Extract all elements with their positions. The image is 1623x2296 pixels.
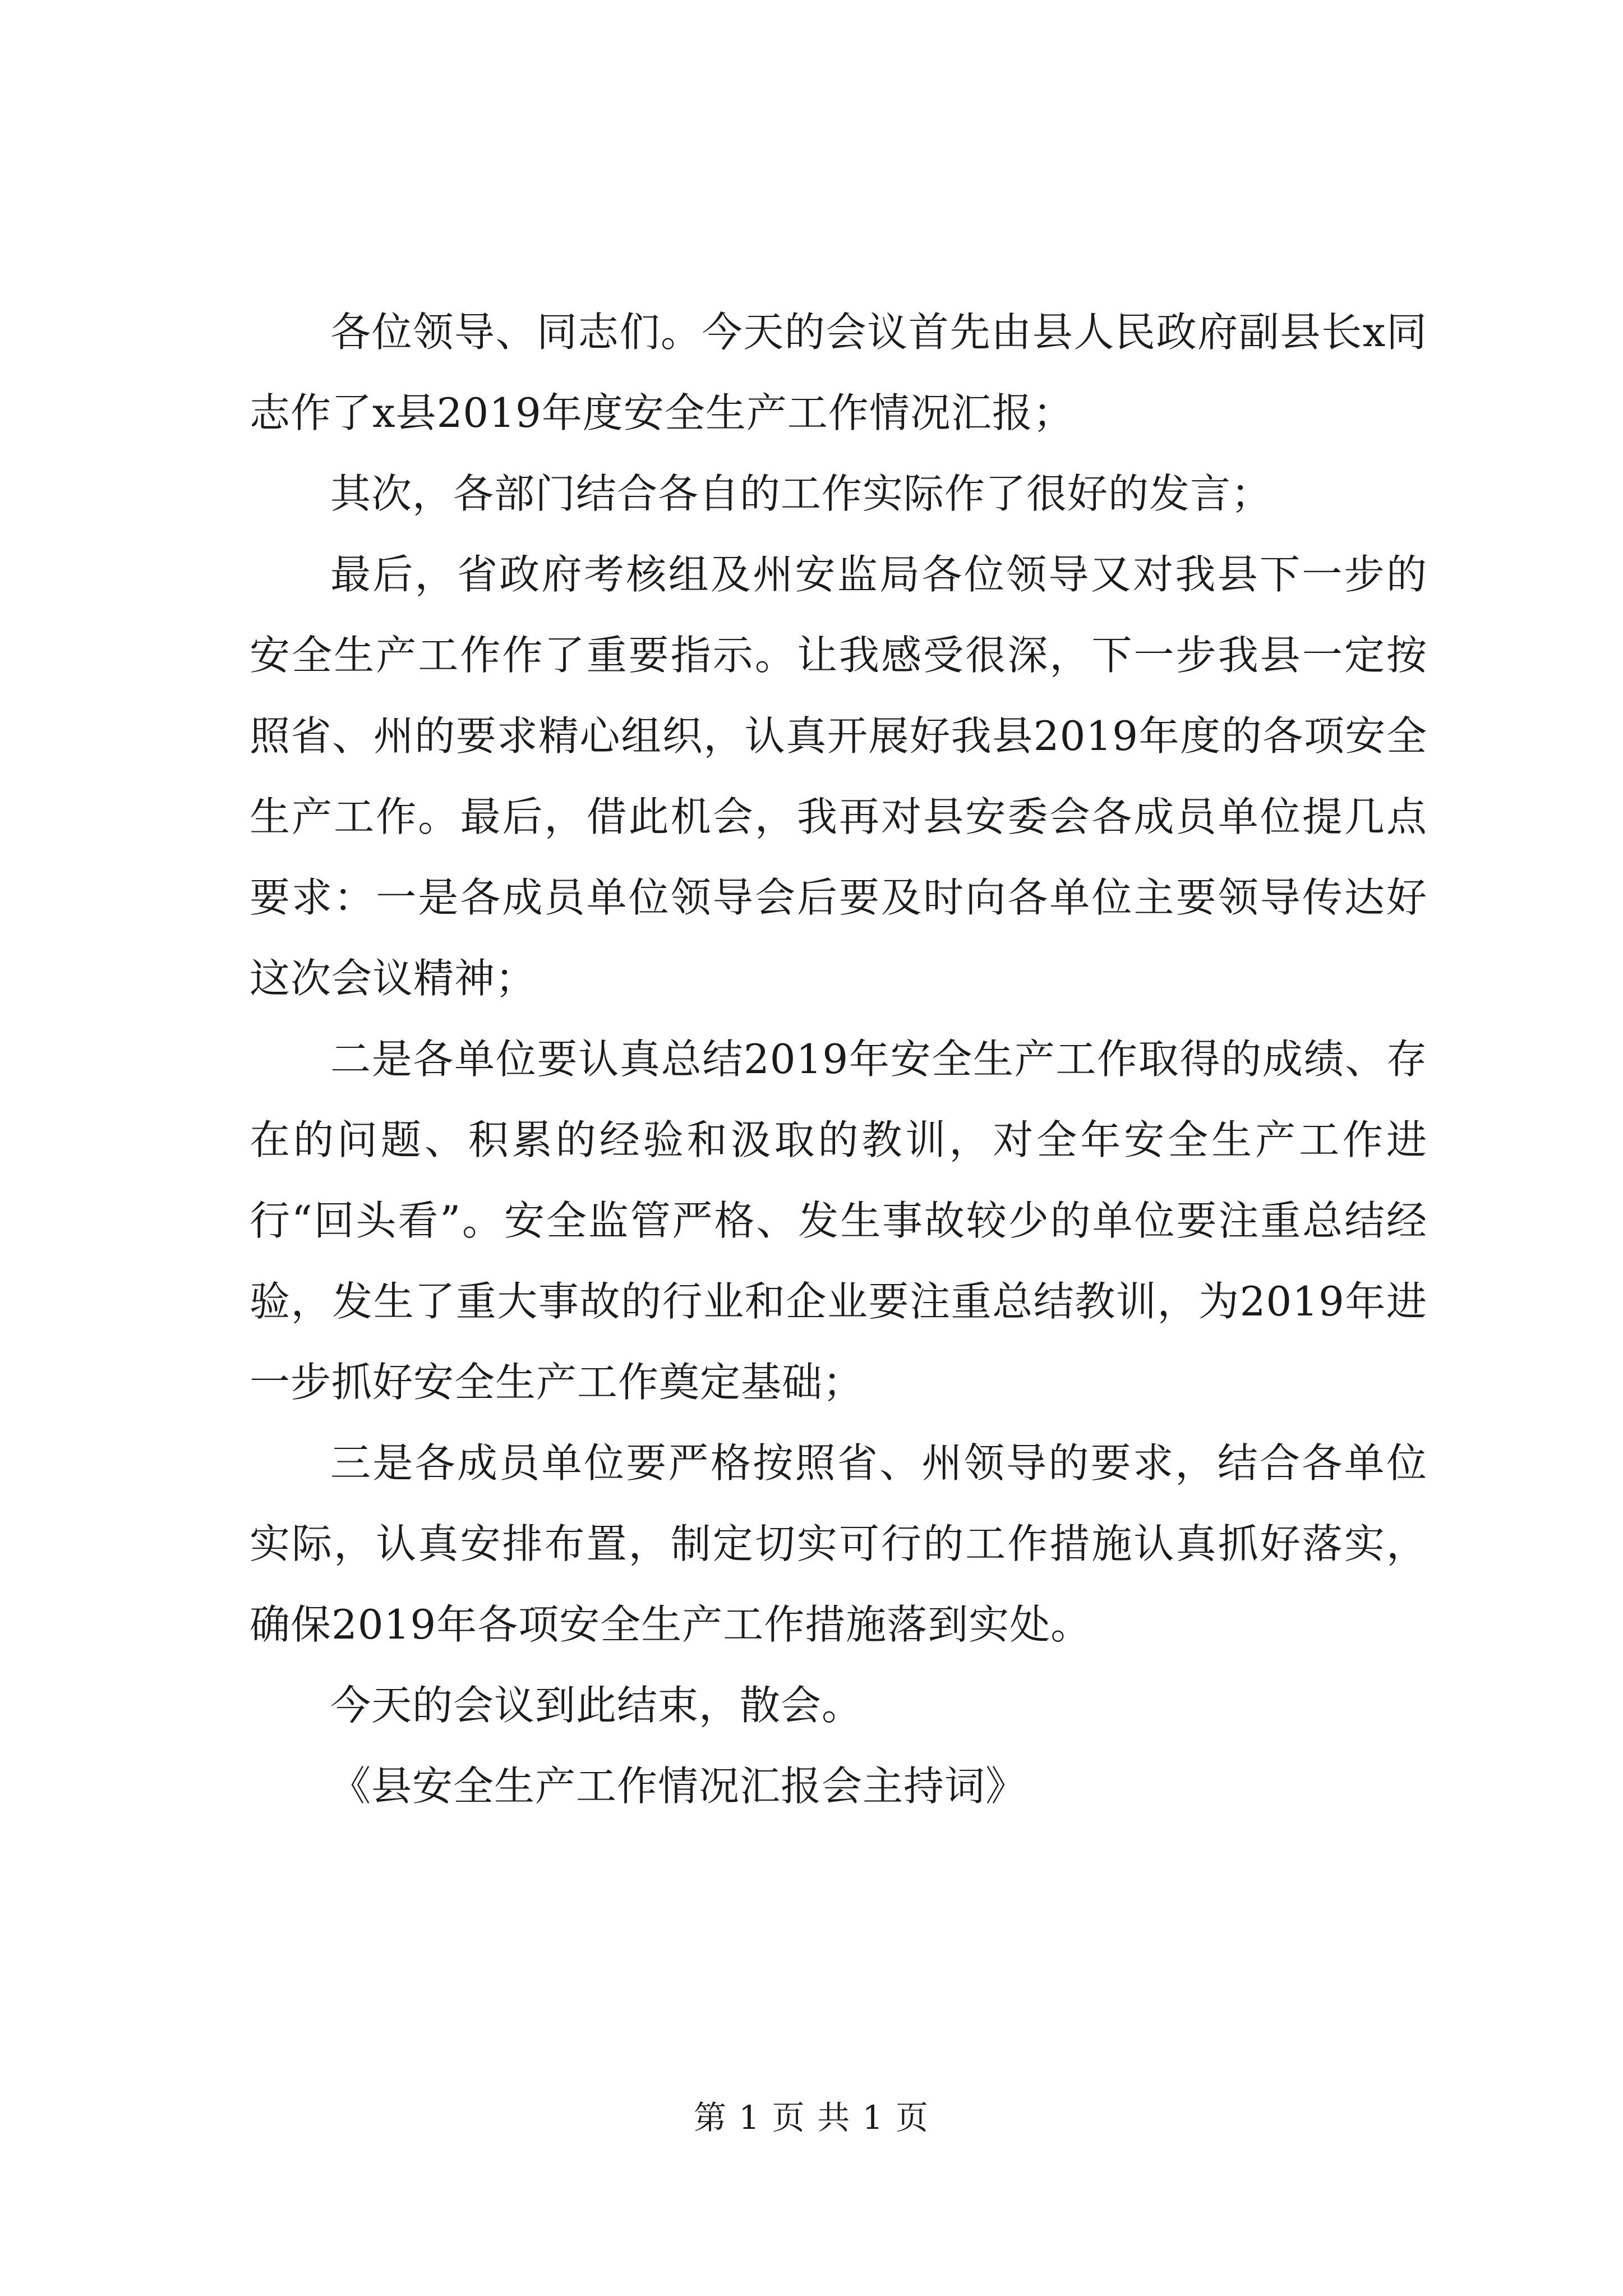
paragraph-second: 其次，各部门结合各自的工作实际作了很好的发言； [330,470,1272,517]
paragraph-closing: 今天的会议到此结束，散会。 [330,1682,863,1729]
document-body [250,292,1427,1826]
paragraph-opening: 各位领导、同志们。今天的会议首先由县人民政府副县长x同志作了x县2019年度安全生产工作情况汇报； [250,309,1427,436]
paragraph-third: 最后，省政府考核组及州安监局各位领导又对我县下一步的安全生产工作作了重要指示。让我感受很深，下一步我县一定按照省、州的要求精心组织，认真开展好我县2019年度的各项安全生产工作。最后，借此机会，我再对县安委会各成员单位提几点要求：一是各成员单位领导会后要及时向各单位主要领导传达好这次会议精神； [250,551,1427,1002]
paragraph-requirement-two: 二是各单位要认真总结2019年安全生产工作取得的成绩、存在的问题、积累的经验和汲取的教训，对全年安全生产工作进行“回头看”。安全监管严格、发生事故较少的单位要注重总结经验，发生了重大事故的行业和企业要注重总结教训，为2019年进一步抓好安全生产工作奠定基础； [250,1036,1427,1406]
paragraph-requirement-three: 三是各成员单位要严格按照省、州领导的要求，结合各单位实际，认真安排布置，制定切实可行的工作措施认真抓好落实，确保2019年各项安全生产工作措施落到实处。 [250,1439,1427,1648]
page-footer: 第 1 页 共 1 页 [694,2099,929,2137]
document-title-line: 《县安全生产工作情况汇报会主持词》 [330,1763,1027,1810]
